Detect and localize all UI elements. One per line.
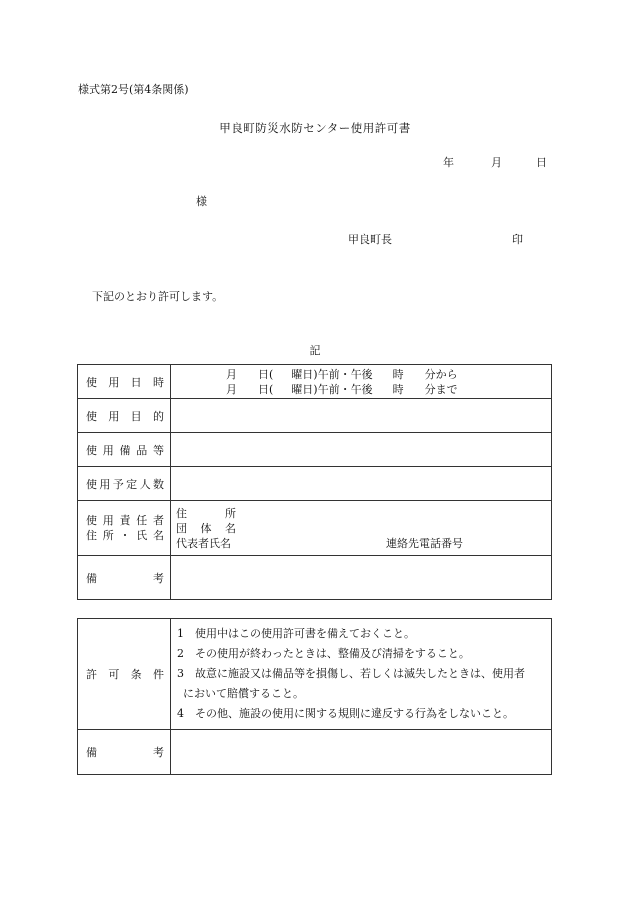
dt-ampm: 午前・午後 (317, 367, 373, 381)
datetime-to (171, 382, 551, 397)
label-char: 条 (130, 668, 142, 681)
purpose-label-cell (78, 399, 171, 433)
group-name-label (176, 521, 236, 536)
addressee-honorific: 様 (196, 195, 207, 208)
group-name-line[interactable] (171, 521, 551, 536)
datetime-from (171, 367, 551, 382)
label-char: 考 (153, 571, 164, 585)
label-char: 名 (225, 521, 236, 535)
label-char: ・ (119, 529, 131, 542)
dt-day: 日( (258, 367, 274, 381)
label-char: 氏 (136, 529, 148, 542)
label-char: 予 (112, 477, 124, 491)
responsible-label-cell (78, 501, 171, 556)
label-char: 使 (86, 375, 97, 389)
label-char: 用 (102, 514, 114, 527)
label-char: 件 (152, 668, 164, 681)
dt-minute: 分から (424, 367, 458, 381)
label-char: 品 (136, 443, 148, 457)
label-char: 使 (86, 477, 97, 491)
label-char: 責 (119, 514, 131, 527)
label-char: 所 (102, 529, 114, 542)
label-char: 住 (86, 529, 97, 542)
condition-item: 4 その他、施設の使用に関する規則に違反する行為をしないこと。 (177, 707, 514, 720)
condition-item-continued: において賠償すること。 (183, 687, 304, 700)
issue-date (443, 154, 547, 170)
representative-label: 代表者氏名 (176, 536, 231, 550)
conditions-row (78, 619, 552, 730)
issuer-name: 甲良町長 (348, 233, 392, 246)
label-char: 使 (86, 514, 97, 527)
condition-item: 3 故意に施設又は備品等を損傷し、若しくは滅失したときは、使用者 (177, 667, 525, 680)
conditions-value-cell (171, 619, 552, 730)
purpose-value-cell[interactable] (171, 399, 552, 433)
label-char: 使 (86, 443, 97, 457)
datetime-row (78, 365, 552, 399)
address-label (176, 506, 236, 521)
label-char: 任 (136, 514, 148, 527)
dt-day: 日( (258, 382, 274, 396)
datetime-value-cell (171, 365, 552, 399)
label-char: 用 (99, 477, 111, 491)
headcount-value-cell[interactable] (171, 467, 552, 501)
label-char: 日 (130, 375, 142, 389)
label-char: 可 (108, 668, 120, 681)
label-char: 所 (225, 506, 236, 520)
label-char: 用 (108, 375, 120, 389)
remarks-row (78, 556, 552, 600)
label-char: 数 (152, 477, 164, 491)
equipment-value-cell[interactable] (171, 433, 552, 467)
dt-weekday: 曜日) (291, 367, 318, 381)
label-char: 許 (86, 668, 97, 681)
remarks-row (78, 730, 552, 775)
condition-item: 2 その使用が終わったときは、整備及び清掃をすること。 (177, 647, 470, 660)
dt-month: 月 (226, 382, 237, 396)
label-char: 考 (153, 746, 164, 759)
seal-mark: 印 (512, 233, 523, 246)
dt-month: 月 (226, 367, 237, 381)
address-line[interactable] (171, 506, 551, 521)
dt-minute: 分まで (424, 382, 458, 396)
headcount-label-cell (78, 467, 171, 501)
label-char: 等 (153, 443, 164, 457)
headcount-row (78, 467, 552, 501)
label-char: 用 (102, 443, 114, 457)
condition-item: 1 使用中はこの使用許可書を備えておくこと。 (177, 627, 415, 640)
remarks-value-cell[interactable] (171, 730, 552, 775)
intro-text: 下記のとおり許可します。 (92, 290, 224, 303)
label-char: 備 (119, 443, 131, 457)
conditions-label-cell (78, 619, 171, 730)
responsible-row (78, 501, 552, 556)
dt-weekday: 曜日) (291, 382, 318, 396)
responsible-value-cell (171, 501, 552, 556)
year-label: 年 (443, 156, 454, 169)
dt-ampm: 午前・午後 (317, 382, 373, 396)
usage-details-table (77, 364, 552, 600)
equipment-row (78, 433, 552, 467)
remarks-label-cell (78, 730, 171, 775)
permit-conditions-table (77, 618, 552, 775)
label-char: 目 (130, 409, 142, 423)
label-char: 的 (152, 409, 164, 423)
document-title: 甲良町防災水防センター使用許可書 (219, 121, 411, 135)
label-char: 体 (200, 521, 212, 535)
label-char: 備 (86, 571, 97, 585)
day-label: 日 (536, 156, 547, 169)
form-number: 様式第2号(第4条関係) (78, 83, 189, 96)
remarks-label-cell (78, 556, 171, 600)
label-char: 者 (153, 514, 164, 527)
label-char: 備 (86, 746, 97, 759)
dt-hour: 時 (392, 382, 404, 396)
label-char: 定 (126, 477, 138, 491)
label-char: 時 (152, 375, 164, 389)
label-char: 名 (153, 529, 164, 542)
label-char: 住 (176, 506, 187, 520)
label-char: 用 (108, 409, 120, 423)
label-char: 使 (86, 409, 97, 423)
label-char: 団 (176, 521, 187, 535)
month-label: 月 (491, 156, 502, 169)
label-char: 人 (139, 477, 151, 491)
phone-label: 連絡先電話番号 (386, 536, 463, 550)
representative-line[interactable] (171, 536, 551, 551)
equipment-label-cell (78, 433, 171, 467)
datetime-label-cell (78, 365, 171, 399)
ki-heading: 記 (309, 344, 321, 357)
purpose-row (78, 399, 552, 433)
dt-hour: 時 (392, 367, 404, 381)
remarks-value-cell[interactable] (171, 556, 552, 600)
